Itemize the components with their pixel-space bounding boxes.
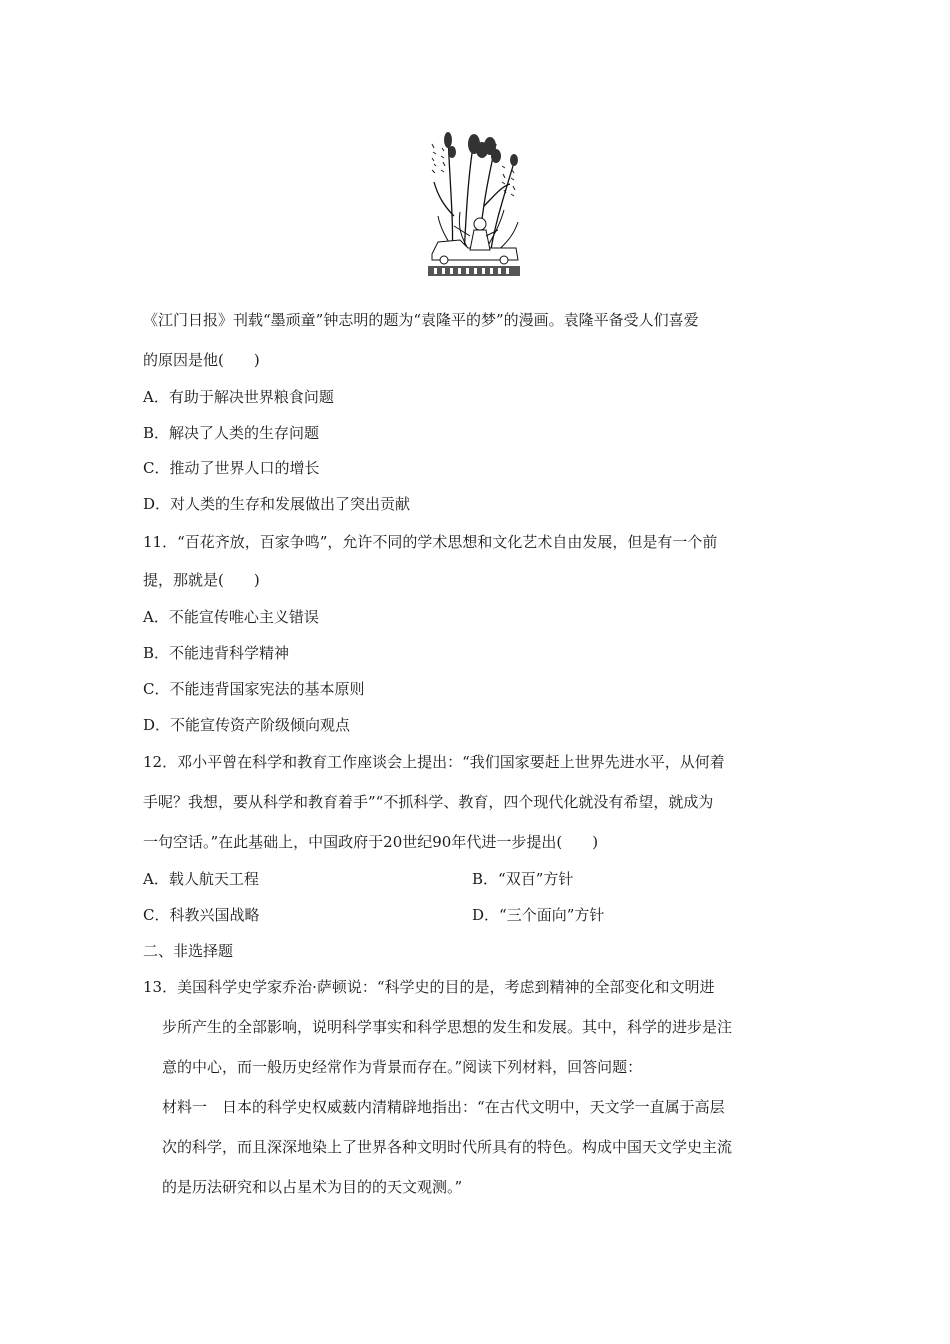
q11-option-c: C．不能违背国家宪法的基本原则 <box>143 680 365 698</box>
q13-material1-line3: 的是历法研究和以占星术为目的的天文观测。” <box>162 1178 463 1196</box>
q10-stem-line1: 《江门日报》刊载“墨顽童”钟志明的题为“袁隆平的梦”的漫画。袁隆平备受人们喜爱 <box>143 311 699 329</box>
section-heading: 二、非选择题 <box>143 942 234 960</box>
q11-option-d: D．不能宣传资产阶级倾向观点 <box>143 716 351 734</box>
q11-option-a: A．不能宣传唯心主义错误 <box>143 608 319 626</box>
q11-option-b: B．不能违背科学精神 <box>143 644 290 662</box>
q10-option-c: C．推动了世界人口的增长 <box>143 459 320 477</box>
q13-line2: 步所产生的全部影响，说明科学事实和科学思想的发生和发展。其中，科学的进步是注 <box>162 1018 733 1036</box>
q12-option-d: D．“三个面向”方针 <box>472 906 605 924</box>
q10-option-a: A．有助于解决世界粮食问题 <box>143 388 334 406</box>
q11-stem-line1: 11．“百花齐放，百家争鸣”，允许不同的学术思想和文化艺术自由发展，但是有一个前 <box>143 533 718 551</box>
q12-option-a: A．载人航天工程 <box>143 870 259 888</box>
q11-stem-line2: 提，那就是( ) <box>143 571 260 589</box>
q12-stem-line3: 一句空话。”在此基础上，中国政府于20世纪90年代进一步提出( ) <box>143 833 599 851</box>
q13-line3: 意的中心，而一般历史经常作为背景而存在。”阅读下列材料，回答问题： <box>162 1058 643 1076</box>
q12-option-b: B．“双百”方针 <box>472 870 574 888</box>
q13-material1-line1: 材料一 日本的科学史权威薮内清精辟地指出：“在古代文明中，天文学一直属于高层 <box>162 1098 725 1116</box>
q10-option-d: D．对人类的生存和发展做出了突出贡献 <box>143 495 411 513</box>
q10-option-b: B．解决了人类的生存问题 <box>143 424 320 442</box>
q13-material1-line2: 次的科学，而且深深地染上了世界各种文明时代所具有的特色。构成中国天文学史主流 <box>162 1138 733 1156</box>
q12-stem-line2: 手呢？我想，要从科学和教育着手”“不抓科学、教育，四个现代化就没有希望，就成为 <box>143 793 714 811</box>
yuan-longping-cartoon <box>424 126 524 288</box>
q10-stem-line2: 的原因是他( ) <box>143 351 260 369</box>
q13-line1: 13．美国科学史学家乔治·萨顿说：“科学史的目的是，考虑到精神的全部变化和文明进 <box>143 978 715 996</box>
q12-option-c: C．科教兴国战略 <box>143 906 260 924</box>
q12-stem-line1: 12．邓小平曾在科学和教育工作座谈会上提出：“我们国家要赶上世界先进水平，从何着 <box>143 753 725 771</box>
